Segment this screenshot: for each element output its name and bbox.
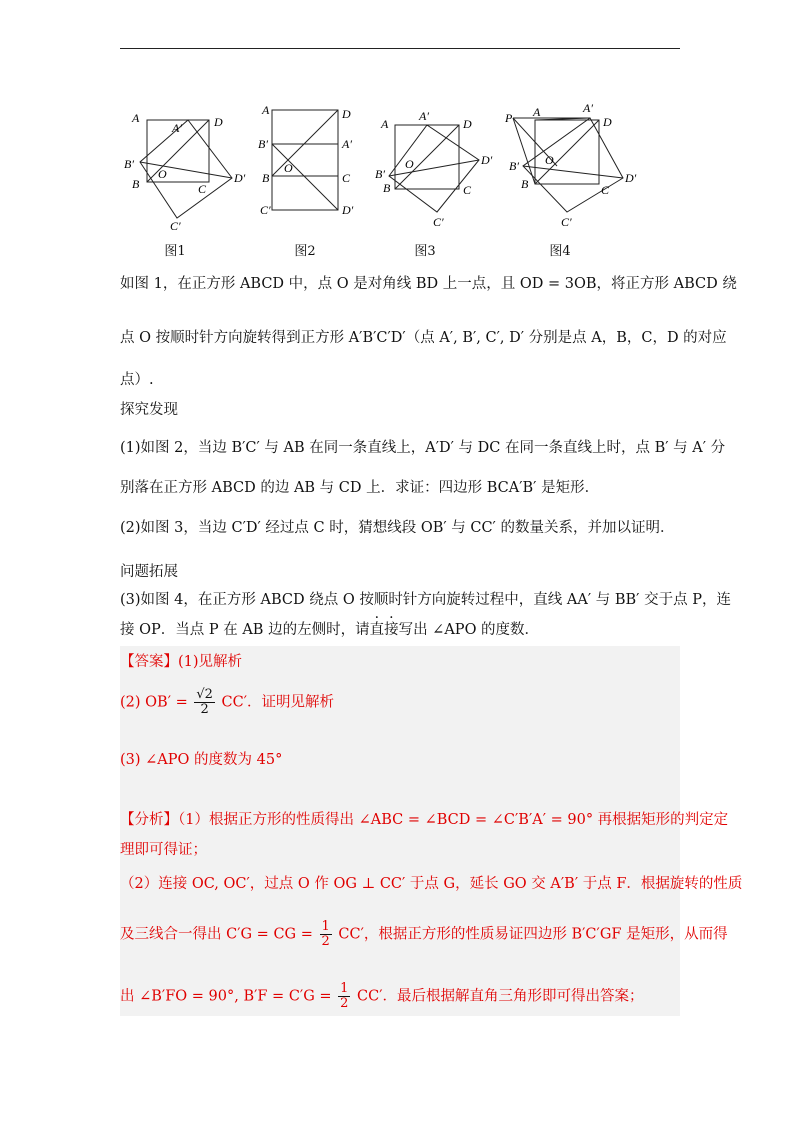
caption-fig4: 图4 [549,244,571,259]
caption-fig3: 图3 [414,244,436,259]
question-2: (2)如图 3，当边 C′D′ 经过点 C 时，猜想线段 OB′ 与 CC′ 的数量关系，并加以证明． [120,520,675,536]
figure-1-drawing [120,100,250,240]
label-D-prime: D′ [625,171,637,185]
label-C: C [601,183,610,197]
question-1-line-1: (1)如图 2，当边 B′C′ 与 AB 在同一条直线上，A′D′ 与 DC 在同一条直线上时，点 B′ 与 A′ 分 [120,440,726,456]
answer-2-post: CC′．证明见解析 [221,694,335,711]
figure-3 [375,100,505,259]
label-D: D [214,115,223,129]
label-C-prime: C′ [433,215,444,229]
analysis-5-fraction [338,982,350,1011]
answer-2-pre: (2) OB′ = [120,694,188,711]
label-A-prime: A′ [342,137,352,151]
label-D: D [463,117,472,131]
fraction-numerator: 1 [321,919,330,934]
label-D-prime: D′ [234,171,246,185]
analysis-1a: （1）根据正方形的性质得出 ∠ABC = ∠BCD = ∠C′B′A′ = 90° 再根据矩形的判定定 [178,812,729,828]
emphasis-char-1: 直 [369,622,385,638]
label-B: B [262,171,270,185]
caption-fig2: 图2 [294,244,316,259]
label-A: A [533,105,541,119]
figure-2 [258,100,370,259]
fraction-denominator: 2 [321,934,330,949]
fraction-numerator: √2 [196,687,213,702]
analysis-4-post: CC′，根据正方形的性质易证四边形 B′C′GF 是矩形，从而得 [338,926,728,943]
analysis-4-pre: 及三线合一得出 C′G = CG = [120,926,313,943]
label-B-prime: B′ [509,159,519,173]
label-D-prime: D′ [342,203,354,217]
answer-line-1 [120,652,242,672]
problem-line-3: 点）. [120,372,154,388]
answer-line-3: (3) ∠APO 的度数为 45° [120,752,283,768]
figure-3-drawing [375,100,505,240]
fraction-denominator: 2 [200,702,209,717]
label-O: O [405,157,414,171]
heading-explore: 探究发现 [120,402,178,418]
question-3-line-2 [120,620,539,640]
answer-line-2 [120,688,334,717]
label-A-prime: A′ [172,121,182,135]
header-rule [120,48,680,49]
analysis-line-2: 理即可得证； [120,842,207,858]
analysis-5-pre: 出 ∠B′FO = 90°, B′F = C′G = [120,988,332,1005]
label-B: B [383,181,391,195]
fraction-numerator: 1 [340,981,349,996]
label-D: D [342,107,351,121]
figure-2-drawing [260,100,370,240]
figure-1 [120,100,250,259]
answer-1: (1)见解析 [178,654,243,670]
analysis-5-post: CC′．最后根据解直角三角形即可得出答案； [357,988,644,1005]
figure-4-drawing [505,100,645,240]
analysis-line-4 [120,920,728,949]
analysis-4-fraction [320,920,332,949]
label-A-prime: A′ [419,109,429,123]
figure-4 [505,100,645,259]
label-B-prime: B′ [258,137,268,151]
answer-2-fraction [194,688,215,717]
label-O: O [158,167,167,181]
analysis-line-5 [120,982,644,1011]
analysis-line-1 [120,810,728,830]
caption-fig1: 图1 [164,244,186,259]
fraction-denominator: 2 [340,996,349,1011]
question-3-post: 写出 ∠APO 的度数． [398,622,540,638]
answer-tag: 【答案】 [120,654,178,670]
label-O: O [545,153,554,167]
label-B-prime: B′ [124,157,134,171]
label-C: C [342,171,351,185]
label-B-prime: B′ [375,167,385,181]
label-C: C [463,183,472,197]
label-A-prime: A′ [583,101,593,115]
label-C: C [198,182,207,196]
problem-line-2: 点 O 按顺时针方向旋转得到正方形 A′B′C′D′（点 A′, B′, C′, D′ 分别是点 A，B，C，D 的对应 [120,330,727,346]
heading-extension: 问题拓展 [120,564,178,580]
label-O: O [284,161,293,175]
question-3-line-1: (3)如图 4，在正方形 ABCD 绕点 O 按顺时针方向旋转过程中，直线 AA′ 与 BB′ 交于点 P，连 [120,592,731,608]
label-C-prime: C′ [170,219,181,233]
label-P: P [505,111,513,125]
label-B: B [521,177,529,191]
label-A: A [262,103,270,117]
label-C-prime: C′ [561,215,572,229]
label-D-prime: D′ [481,153,493,167]
label-C-prime: C′ [260,203,271,217]
label-A: A [381,117,389,131]
question-1-line-2: 别落在正方形 ABCD 的边 AB 与 CD 上．求证：四边形 BCA′B′ 是矩形． [120,480,600,496]
label-D: D [603,115,612,129]
question-3-pre: 接 OP．当点 P 在 AB 边的左侧时，请 [120,622,370,638]
analysis-tag: 【分析】 [120,812,178,828]
analysis-line-3: （2）连接 OC, OC′，过点 O 作 OG ⊥ CC′ 于点 G，延长 GO 交 A′B′ 于点 F．根据旋转的性质 [120,876,743,892]
emphasis-char-2: 接 [384,622,399,638]
label-B: B [132,177,140,191]
problem-line-1: 如图 1，在正方形 ABCD 中，点 O 是对角线 BD 上一点，且 OD = 3OB，将正方形 ABCD 绕 [120,276,737,292]
figure-row [120,100,680,260]
label-A: A [132,111,140,125]
